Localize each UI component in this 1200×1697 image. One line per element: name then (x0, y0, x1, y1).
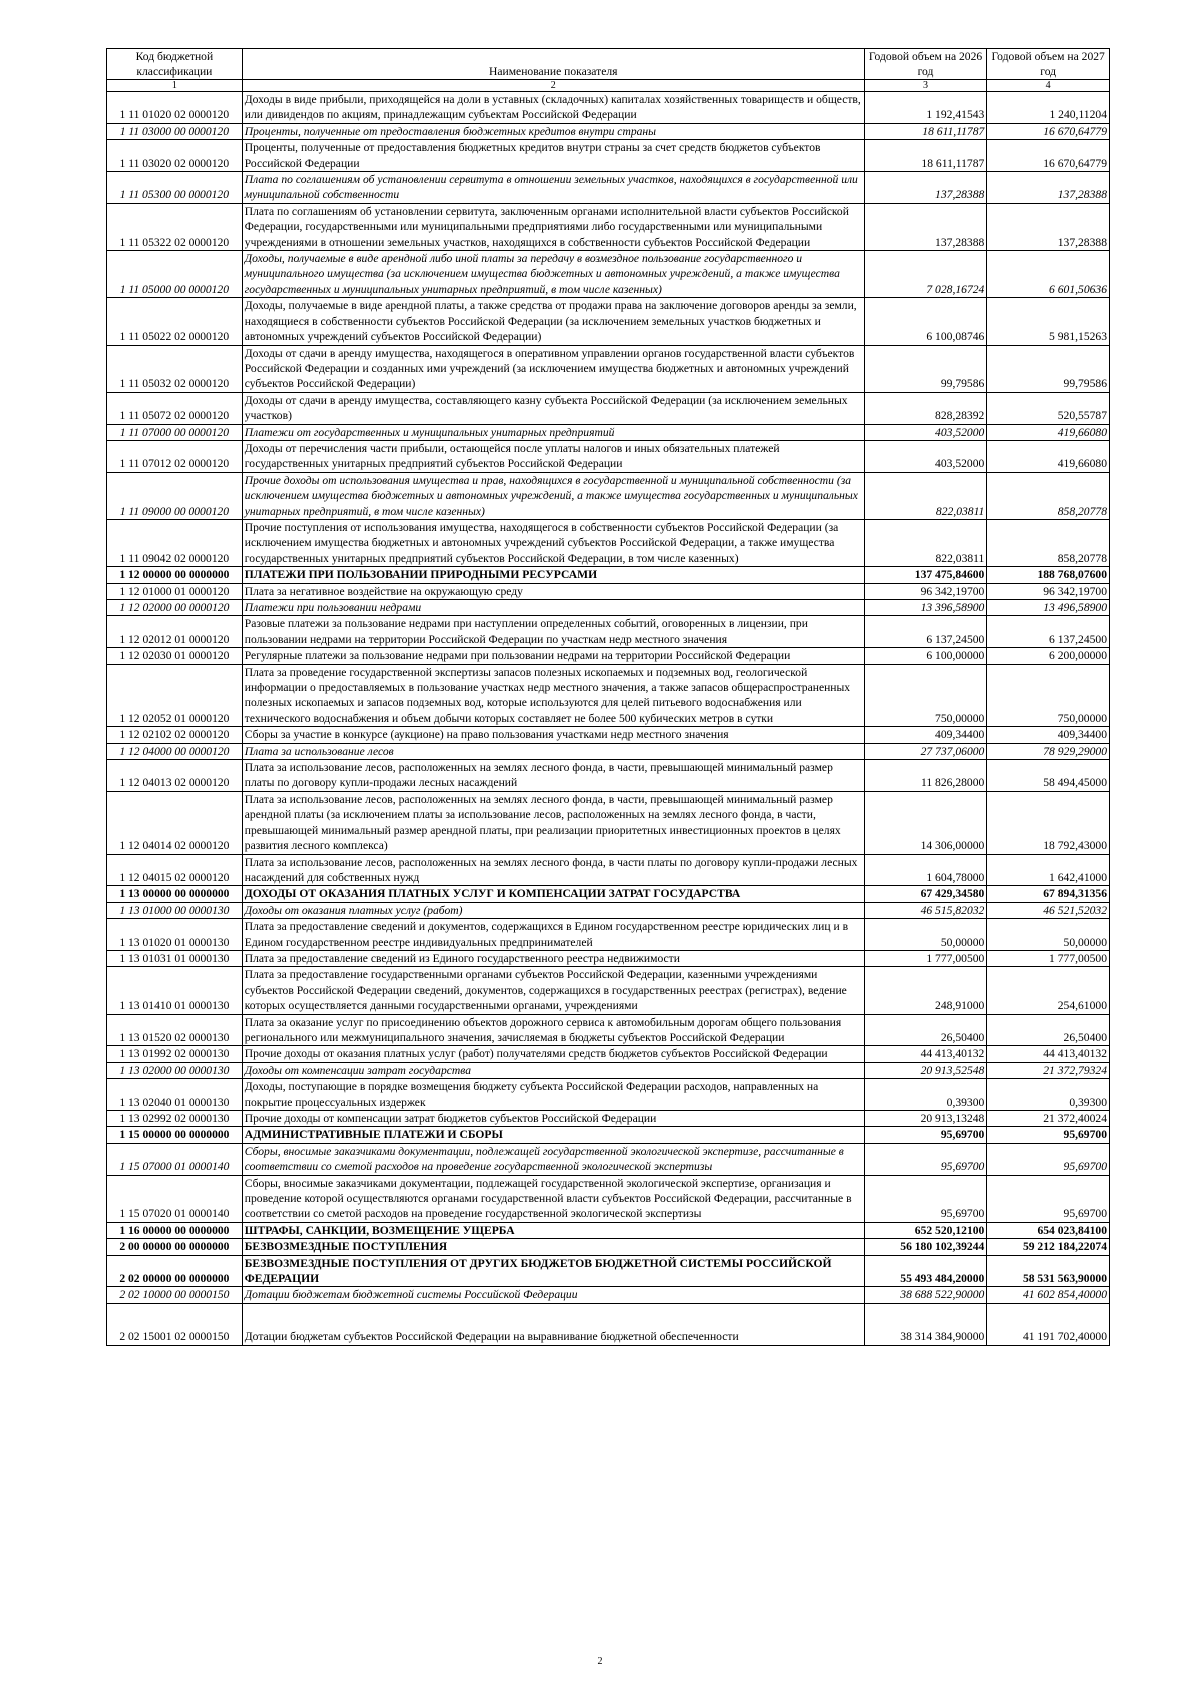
budget-code-cell: 1 11 07000 00 0000120 (107, 424, 243, 440)
indicator-name-cell: Плата за негативное воздействие на окружающую среду (242, 583, 864, 599)
budget-code-cell: 1 12 01000 01 0000120 (107, 583, 243, 599)
value-2027-cell: 6 137,24500 (987, 616, 1110, 648)
value-2026-cell: 11 826,28000 (864, 760, 987, 792)
value-2027-cell: 50,00000 (987, 919, 1110, 951)
budget-code-cell: 1 12 02102 02 0000120 (107, 727, 243, 743)
table-row (107, 1222, 1110, 1238)
value-2027-cell: 95,69700 (987, 1175, 1110, 1222)
indicator-name-cell: Прочие доходы от оказания платных услуг (работ) получателями средств бюджетов субъектов Российской Федерации (242, 1046, 864, 1062)
value-2027-cell: 858,20778 (987, 472, 1110, 519)
value-2027-cell: 137,28388 (987, 172, 1110, 204)
table-row (107, 1287, 1110, 1303)
table-row (107, 902, 1110, 918)
budget-code-cell: 1 13 00000 00 0000000 (107, 886, 243, 902)
budget-code-cell: 1 15 00000 00 0000000 (107, 1127, 243, 1143)
table-row (107, 854, 1110, 886)
value-2027-cell: 1 642,41000 (987, 854, 1110, 886)
value-2026-cell: 50,00000 (864, 919, 987, 951)
table-row (107, 967, 1110, 1014)
value-2026-cell: 403,52000 (864, 424, 987, 440)
indicator-name-cell: Дотации бюджетам бюджетной системы Российской Федерации (242, 1287, 864, 1303)
budget-code-cell: 1 15 07020 01 0000140 (107, 1175, 243, 1222)
indicator-name-cell: Плата за предоставление сведений из Единого государственного реестра недвижимости (242, 950, 864, 966)
table-row (107, 1046, 1110, 1062)
budget-code-cell: 1 12 04000 00 0000120 (107, 743, 243, 759)
table-row (107, 1111, 1110, 1127)
value-2026-cell: 44 413,40132 (864, 1046, 987, 1062)
value-2026-cell: 6 100,00000 (864, 648, 987, 664)
table-row (107, 251, 1110, 298)
indicator-name-cell: Разовые платежи за пользование недрами при наступлении определенных событий, оговоренных в лицензии, при пользовании недрами на территории Российской Федерации по участкам недр местного значения (242, 616, 864, 648)
table-row (107, 1014, 1110, 1046)
table-row (107, 919, 1110, 951)
value-2026-cell: 750,00000 (864, 664, 987, 727)
table-row (107, 140, 1110, 172)
budget-code-cell: 1 12 00000 00 0000000 (107, 567, 243, 583)
value-2027-cell: 137,28388 (987, 203, 1110, 250)
table-row (107, 1143, 1110, 1175)
budget-code-cell: 1 15 07000 01 0000140 (107, 1143, 243, 1175)
value-2026-cell: 409,34400 (864, 727, 987, 743)
indicator-name-cell: Плата за оказание услуг по присоединению объектов дорожного сервиса к автомобильным дорогам общего пользования регионального или межмуниципального значения, зачисляемая в бюджеты субъектов Российской Федерации (242, 1014, 864, 1046)
budget-code-cell: 1 11 03020 02 0000120 (107, 140, 243, 172)
table-row (107, 664, 1110, 727)
budget-code-cell: 1 12 04013 02 0000120 (107, 760, 243, 792)
value-2026-cell: 1 604,78000 (864, 854, 987, 886)
budget-code-cell: 1 16 00000 00 0000000 (107, 1222, 243, 1238)
table-row (107, 1079, 1110, 1111)
budget-code-cell: 1 13 02992 02 0000130 (107, 1111, 243, 1127)
budget-code-cell: 1 13 01020 01 0000130 (107, 919, 243, 951)
value-2027-cell: 78 929,29000 (987, 743, 1110, 759)
value-2027-cell: 59 212 184,22074 (987, 1239, 1110, 1255)
value-2026-cell: 7 028,16724 (864, 251, 987, 298)
value-2026-cell: 46 515,82032 (864, 902, 987, 918)
table-row (107, 950, 1110, 966)
value-2026-cell: 99,79586 (864, 345, 987, 392)
table-row (107, 1303, 1110, 1345)
value-2027-cell: 6 601,50636 (987, 251, 1110, 298)
value-2027-cell: 5 981,15263 (987, 298, 1110, 345)
value-2026-cell: 56 180 102,39244 (864, 1239, 987, 1255)
value-2027-cell: 44 413,40132 (987, 1046, 1110, 1062)
value-2026-cell: 248,91000 (864, 967, 987, 1014)
table-row (107, 472, 1110, 519)
indicator-name-cell: Прочие доходы от компенсации затрат бюджетов субъектов Российской Федерации (242, 1111, 864, 1127)
value-2027-cell: 96 342,19700 (987, 583, 1110, 599)
table-row (107, 791, 1110, 854)
budget-code-cell: 1 12 02000 00 0000120 (107, 600, 243, 616)
value-2026-cell: 95,69700 (864, 1175, 987, 1222)
value-2026-cell: 27 737,06000 (864, 743, 987, 759)
table-row (107, 648, 1110, 664)
value-2026-cell: 6 137,24500 (864, 616, 987, 648)
indicator-name-cell: Проценты, полученные от предоставления бюджетных кредитов внутри страны (242, 123, 864, 139)
value-2027-cell: 254,61000 (987, 967, 1110, 1014)
value-2026-cell: 20 913,13248 (864, 1111, 987, 1127)
indicator-name-cell: Доходы от компенсации затрат государства (242, 1062, 864, 1078)
table-row (107, 886, 1110, 902)
table-row (107, 583, 1110, 599)
value-2027-cell: 858,20778 (987, 519, 1110, 566)
table-row (107, 600, 1110, 616)
budget-code-cell: 1 13 01520 02 0000130 (107, 1014, 243, 1046)
indicator-name-cell: Доходы от сдачи в аренду имущества, находящегося в оперативном управлении органов государственной власти субъектов Российской Федерации и созданных ими учреждений (за исключением имущества бюджетных и автономных учреждений субъектов Российской Федерации) (242, 345, 864, 392)
value-2026-cell: 403,52000 (864, 440, 987, 472)
budget-code-cell: 1 11 03000 00 0000120 (107, 123, 243, 139)
value-2026-cell: 137,28388 (864, 203, 987, 250)
value-2026-cell: 26,50400 (864, 1014, 987, 1046)
indicator-name-cell: Сборы за участие в конкурсе (аукционе) на право пользования участками недр местного значения (242, 727, 864, 743)
value-2026-cell: 67 429,34580 (864, 886, 987, 902)
value-2027-cell: 654 023,84100 (987, 1222, 1110, 1238)
value-2026-cell: 18 611,11787 (864, 123, 987, 139)
table-row (107, 727, 1110, 743)
budget-code-cell: 2 02 15001 02 0000150 (107, 1303, 243, 1345)
value-2026-cell: 20 913,52548 (864, 1062, 987, 1078)
value-2027-cell: 750,00000 (987, 664, 1110, 727)
header-year-2026: Годовой объем на 2026 год (864, 49, 987, 80)
value-2026-cell: 38 314 384,90000 (864, 1303, 987, 1345)
value-2026-cell: 95,69700 (864, 1143, 987, 1175)
indicator-name-cell: Плата за предоставление государственными органами субъектов Российской Федерации, казенными учреждениями субъектов Российской Федерации сведений, документов, содержащихся в государственных реестрах (регистрах), ведение которых осуществляется данными государственными органами, учреждениями (242, 967, 864, 1014)
header-year-2027: Годовой объем на 2027 год (987, 49, 1110, 80)
budget-code-cell: 1 13 01992 02 0000130 (107, 1046, 243, 1062)
budget-code-cell: 1 13 01410 01 0000130 (107, 967, 243, 1014)
budget-code-cell: 1 12 04015 02 0000120 (107, 854, 243, 886)
indicator-name-cell: Проценты, полученные от предоставления бюджетных кредитов внутри страны за счет средств бюджетов субъектов Российской Федерации (242, 140, 864, 172)
value-2027-cell: 46 521,52032 (987, 902, 1110, 918)
indicator-name-cell: Сборы, вносимые заказчиками документации, подлежащей государственной экологической экспертизе, рассчитанные в соответствии со сметой расходов на проведение государственной экологической экспертизы (242, 1143, 864, 1175)
indicator-name-cell: Плата за использование лесов, расположенных на землях лесного фонда, в части платы по договору купли-продажи лесных насаждений для собственных нужд (242, 854, 864, 886)
indicator-name-cell: Плата по соглашениям об установлении сервитута в отношении земельных участков, находящихся в государственной или муниципальной собственности (242, 172, 864, 204)
budget-code-cell: 1 11 05322 02 0000120 (107, 203, 243, 250)
budget-code-cell: 1 11 05300 00 0000120 (107, 172, 243, 204)
table-row (107, 392, 1110, 424)
indicator-name-cell: Платежи при пользовании недрами (242, 600, 864, 616)
value-2027-cell: 520,55787 (987, 392, 1110, 424)
table-row (107, 760, 1110, 792)
table-row (107, 123, 1110, 139)
value-2027-cell: 1 240,11204 (987, 92, 1110, 124)
value-2026-cell: 652 520,12100 (864, 1222, 987, 1238)
budget-code-cell: 1 11 05072 02 0000120 (107, 392, 243, 424)
indicator-name-cell: Плата за предоставление сведений и документов, содержащихся в Едином государственном реестре юридических лиц и в Едином государственном реестре индивидуальных предпринимателей (242, 919, 864, 951)
table-row (107, 1239, 1110, 1255)
budget-code-cell: 1 12 02012 01 0000120 (107, 616, 243, 648)
indicator-name-cell: Доходы от перечисления части прибыли, остающейся после уплаты налогов и иных обязательных платежей государственных унитарных предприятий субъектов Российской Федерации (242, 440, 864, 472)
value-2027-cell: 41 191 702,40000 (987, 1303, 1110, 1345)
column-number-3: 3 (864, 80, 987, 92)
budget-code-cell: 1 13 01000 00 0000130 (107, 902, 243, 918)
value-2027-cell: 26,50400 (987, 1014, 1110, 1046)
budget-code-cell: 2 02 10000 00 0000150 (107, 1287, 243, 1303)
budget-code-cell: 1 11 09042 02 0000120 (107, 519, 243, 566)
value-2027-cell: 419,66080 (987, 424, 1110, 440)
indicator-name-cell: Плата за использование лесов, расположенных на землях лесного фонда, в части, превышающей минимальный размер платы по договору купли-продажи лесных насаждений (242, 760, 864, 792)
value-2026-cell: 55 493 484,20000 (864, 1255, 987, 1287)
budget-code-cell: 1 12 02030 01 0000120 (107, 648, 243, 664)
value-2026-cell: 822,03811 (864, 519, 987, 566)
value-2027-cell: 6 200,00000 (987, 648, 1110, 664)
table-row (107, 1062, 1110, 1078)
table-row (107, 743, 1110, 759)
value-2027-cell: 58 531 563,90000 (987, 1255, 1110, 1287)
indicator-name-cell: Доходы, получаемые в виде арендной платы, а также средства от продажи права на заключение договоров аренды за земли, находящиеся в собственности субъектов Российской Федерации (за исключением земельных участков бюджетных и автономных учреждений субъектов Российской Федерации) (242, 298, 864, 345)
table-row (107, 519, 1110, 566)
value-2026-cell: 14 306,00000 (864, 791, 987, 854)
indicator-name-cell: Доходы от оказания платных услуг (работ) (242, 902, 864, 918)
indicator-name-cell: БЕЗВОЗМЕЗДНЫЕ ПОСТУПЛЕНИЯ (242, 1239, 864, 1255)
column-number-4: 4 (987, 80, 1110, 92)
value-2026-cell: 1 777,00500 (864, 950, 987, 966)
indicator-name-cell: АДМИНИСТРАТИВНЫЕ ПЛАТЕЖИ И СБОРЫ (242, 1127, 864, 1143)
value-2026-cell: 13 396,58900 (864, 600, 987, 616)
indicator-name-cell: Дотации бюджетам субъектов Российской Федерации на выравнивание бюджетной обеспеченности (242, 1303, 864, 1345)
budget-code-cell: 1 12 04014 02 0000120 (107, 791, 243, 854)
table-row (107, 172, 1110, 204)
value-2026-cell: 137 475,84600 (864, 567, 987, 583)
indicator-name-cell: БЕЗВОЗМЕЗДНЫЕ ПОСТУПЛЕНИЯ ОТ ДРУГИХ БЮДЖЕТОВ БЮДЖЕТНОЙ СИСТЕМЫ РОССИЙСКОЙ ФЕДЕРАЦИИ (242, 1255, 864, 1287)
budget-code-cell: 1 11 05000 00 0000120 (107, 251, 243, 298)
column-number-1: 1 (107, 80, 243, 92)
indicator-name-cell: Доходы от сдачи в аренду имущества, составляющего казну субъекта Российской Федерации (за исключением земельных участков) (242, 392, 864, 424)
value-2027-cell: 41 602 854,40000 (987, 1287, 1110, 1303)
budget-code-cell: 2 00 00000 00 0000000 (107, 1239, 243, 1255)
column-number-2: 2 (242, 80, 864, 92)
budget-code-cell: 1 11 09000 00 0000120 (107, 472, 243, 519)
table-row (107, 1127, 1110, 1143)
header-code: Код бюджетной классификации (107, 49, 243, 80)
value-2027-cell: 13 496,58900 (987, 600, 1110, 616)
value-2026-cell: 1 192,41543 (864, 92, 987, 124)
value-2027-cell: 419,66080 (987, 440, 1110, 472)
value-2026-cell: 38 688 522,90000 (864, 1287, 987, 1303)
value-2027-cell: 0,39300 (987, 1079, 1110, 1111)
indicator-name-cell: Прочие поступления от использования имущества, находящегося в собственности субъектов Российской Федерации (за исключением имущества бюджетных и автономных учреждений субъектов Российской Федерации, а также имущества государственных унитарных предприятий субъектов Российской Федерации, в том числе казенных) (242, 519, 864, 566)
value-2027-cell: 1 777,00500 (987, 950, 1110, 966)
budget-code-cell: 1 11 05032 02 0000120 (107, 345, 243, 392)
indicator-name-cell: Доходы, поступающие в порядке возмещения бюджету субъекта Российской Федерации расходов, направленных на покрытие процессуальных издержек (242, 1079, 864, 1111)
value-2027-cell: 18 792,43000 (987, 791, 1110, 854)
indicator-name-cell: ПЛАТЕЖИ ПРИ ПОЛЬЗОВАНИИ ПРИРОДНЫМИ РЕСУРСАМИ (242, 567, 864, 583)
value-2027-cell: 16 670,64779 (987, 140, 1110, 172)
value-2026-cell: 822,03811 (864, 472, 987, 519)
table-row (107, 440, 1110, 472)
value-2027-cell: 409,34400 (987, 727, 1110, 743)
value-2027-cell: 67 894,31356 (987, 886, 1110, 902)
indicator-name-cell: Доходы, получаемые в виде арендной либо иной платы за передачу в возмездное пользование государственного и муниципального имущества (за исключением имущества бюджетных и автономных учреждений, а также имущества государственных и муниципальных унитарных предприятий, в том числе казенных) (242, 251, 864, 298)
value-2027-cell: 95,69700 (987, 1127, 1110, 1143)
indicator-name-cell: Плата за использование лесов (242, 743, 864, 759)
table-row (107, 424, 1110, 440)
table-body (107, 92, 1110, 1346)
budget-revenue-table (106, 48, 1110, 1346)
header-name: Наименование показателя (242, 49, 864, 80)
table-row (107, 567, 1110, 583)
budget-code-cell: 1 13 01031 01 0000130 (107, 950, 243, 966)
budget-code-cell: 1 11 05022 02 0000120 (107, 298, 243, 345)
indicator-name-cell: Регулярные платежи за пользование недрами при пользовании недрами на территории Российской Федерации (242, 648, 864, 664)
value-2027-cell: 99,79586 (987, 345, 1110, 392)
value-2027-cell: 58 494,45000 (987, 760, 1110, 792)
budget-code-cell: 1 13 02040 01 0000130 (107, 1079, 243, 1111)
value-2026-cell: 95,69700 (864, 1127, 987, 1143)
table-row (107, 203, 1110, 250)
value-2027-cell: 95,69700 (987, 1143, 1110, 1175)
table-row (107, 1255, 1110, 1287)
budget-code-cell: 1 12 02052 01 0000120 (107, 664, 243, 727)
indicator-name-cell: Доходы в виде прибыли, приходящейся на доли в уставных (складочных) капиталах хозяйственных товариществ и обществ, или дивидендов по акциям, принадлежащим субъектам Российской Федерации (242, 92, 864, 124)
value-2026-cell: 0,39300 (864, 1079, 987, 1111)
indicator-name-cell: Прочие доходы от использования имущества и прав, находящихся в государственной и муниципальной собственности (за исключением имущества бюджетных и автономных учреждений, а также имущества государственных и муниципальных унитарных предприятий, в том числе казенных) (242, 472, 864, 519)
indicator-name-cell: Сборы, вносимые заказчиками документации, подлежащей государственной экологической экспертизе, организация и проведение которой осуществляются органами государственной власти субъектов Российской Федерации, рассчитанные в соответствии со сметой расходов на проведение государственной экологической экспертизы (242, 1175, 864, 1222)
page-number: 2 (597, 1656, 603, 1667)
value-2026-cell: 18 611,11787 (864, 140, 987, 172)
budget-code-cell: 1 11 01020 02 0000120 (107, 92, 243, 124)
value-2026-cell: 6 100,08746 (864, 298, 987, 345)
table-row (107, 298, 1110, 345)
value-2026-cell: 828,28392 (864, 392, 987, 424)
indicator-name-cell: Плата по соглашениям об установлении сервитута, заключенным органами исполнительной власти субъектов Российской Федерации, государственными или муниципальными предприятиями либо государственными или муниципальными учреждениями в отношении земельных участков, находящихся в собственности субъектов Российской Федерации (242, 203, 864, 250)
table-row (107, 1175, 1110, 1222)
budget-code-cell: 1 11 07012 02 0000120 (107, 440, 243, 472)
indicator-name-cell: ДОХОДЫ ОТ ОКАЗАНИЯ ПЛАТНЫХ УСЛУГ И КОМПЕНСАЦИИ ЗАТРАТ ГОСУДАРСТВА (242, 886, 864, 902)
indicator-name-cell: Плата за использование лесов, расположенных на землях лесного фонда, в части, превышающей минимальный размер арендной платы (за исключением платы за использование лесов, расположенных на землях лесного фонда, в части, превышающей минимальный размер арендной платы, при реализации приоритетных инвестиционных проектов в целях развития лесного комплекса) (242, 791, 864, 854)
value-2027-cell: 21 372,79324 (987, 1062, 1110, 1078)
indicator-name-cell: Платежи от государственных и муниципальных унитарных предприятий (242, 424, 864, 440)
value-2026-cell: 96 342,19700 (864, 583, 987, 599)
indicator-name-cell: Плата за проведение государственной экспертизы запасов полезных ископаемых и подземных вод, геологической информации о предоставляемых в пользование участках недр местного значения, а также запасов общераспространенных полезных ископаемых и запасов подземных вод, которые используются для целей питьевого водоснабжения или технического водоснабжения и объем добычи которых составляет не более 500 кубических метров в сутки (242, 664, 864, 727)
budget-code-cell: 2 02 00000 00 0000000 (107, 1255, 243, 1287)
value-2027-cell: 21 372,40024 (987, 1111, 1110, 1127)
table-row (107, 92, 1110, 124)
table-row (107, 345, 1110, 392)
indicator-name-cell: ШТРАФЫ, САНКЦИИ, ВОЗМЕЩЕНИЕ УЩЕРБА (242, 1222, 864, 1238)
value-2027-cell: 16 670,64779 (987, 123, 1110, 139)
value-2027-cell: 188 768,07600 (987, 567, 1110, 583)
table-row (107, 616, 1110, 648)
budget-code-cell: 1 13 02000 00 0000130 (107, 1062, 243, 1078)
value-2026-cell: 137,28388 (864, 172, 987, 204)
